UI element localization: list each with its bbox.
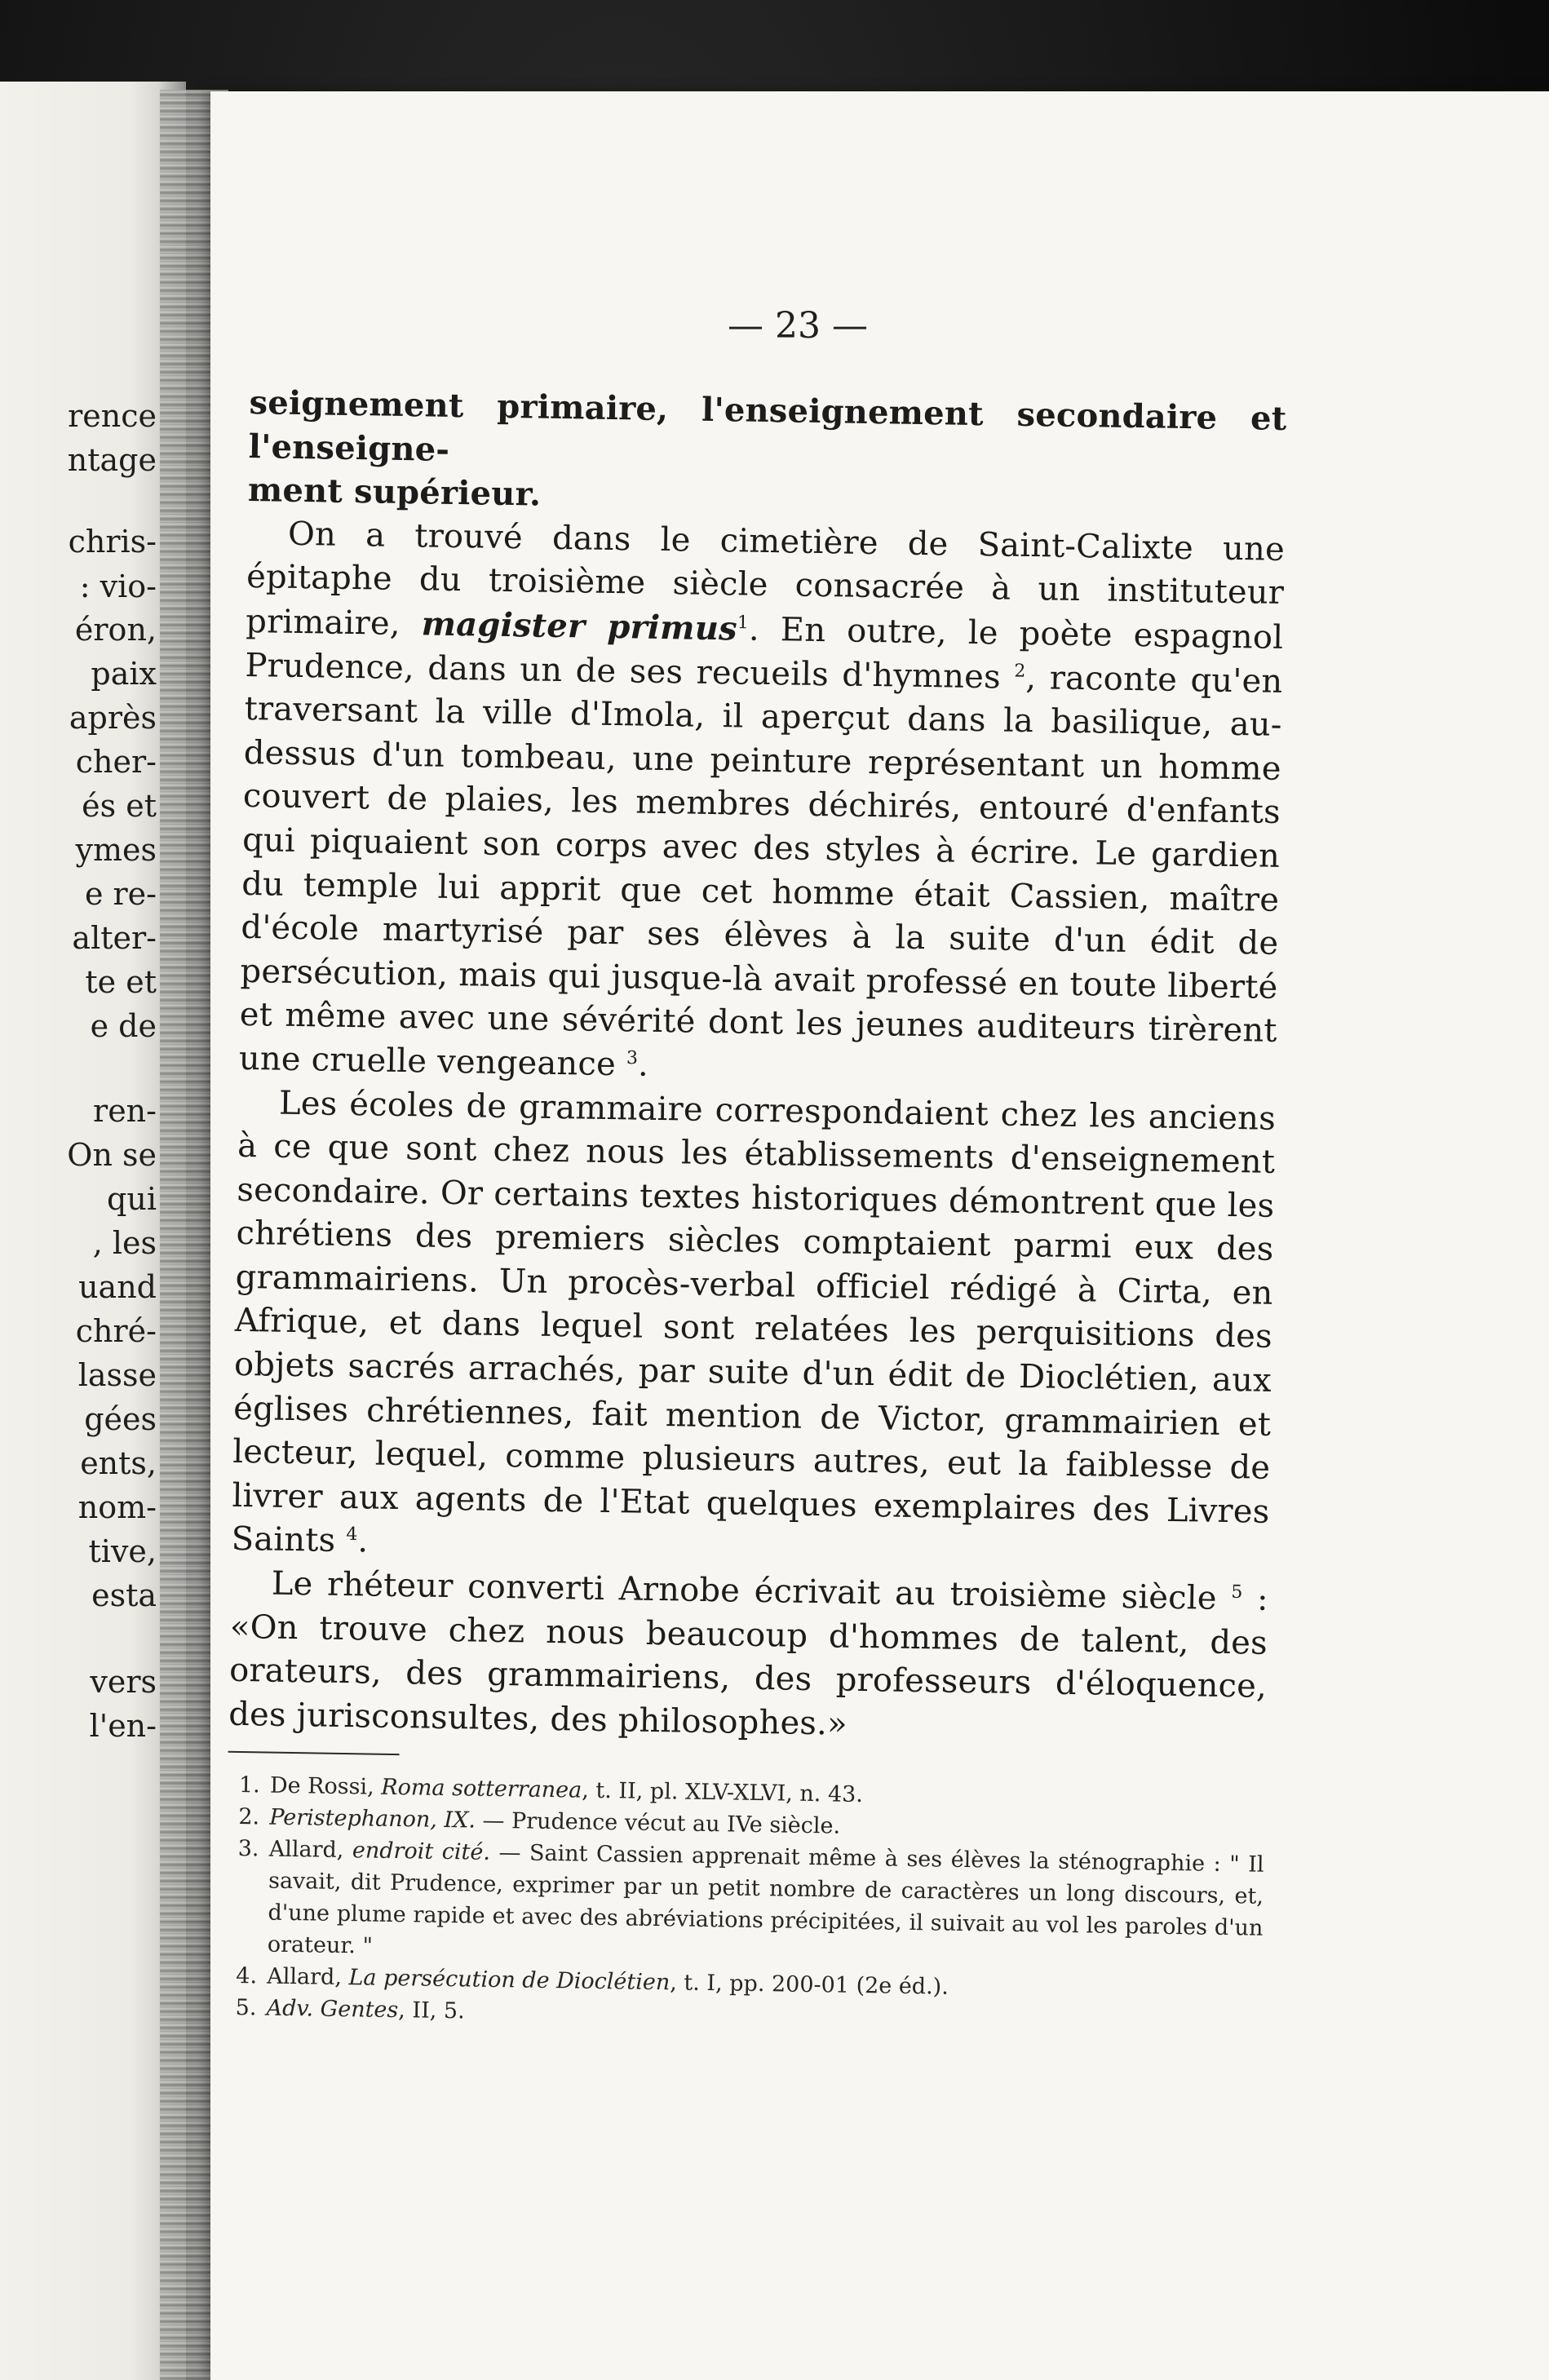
left-page-line: e de — [90, 1008, 157, 1044]
paragraph: Le rhéteur converti Arnobe écrivait au troisième siècle $^5$ : «On trouve chez nous beaucoup d'hommes de talent, des orateurs, des grammairiens, des professeurs d'éloquence, des jurisconsultes, des philosophes.» — [228, 1564, 1269, 1743]
left-page-line: , les — [92, 1225, 157, 1261]
left-facing-page — [0, 82, 186, 2380]
left-page-line: uand — [78, 1269, 157, 1305]
left-page-line: lasse — [77, 1357, 157, 1393]
left-page-line: esta — [91, 1577, 157, 1613]
left-page-line: cher- — [75, 744, 157, 780]
paragraph: On a trouvé dans le cimetière de Saint-Calixte une épitaphe du troisième siècle consacrée à un instituteur primaire, magister primus$^1$. En outre, le poète espagnol Prudence, dans un de ses recueils d'hymnes $^2$, raconte qu'en traversant la ville d'Imola, il aperçut dans la basilique, au-dessus d'un tombeau, une peinture représentant un homme couvert de plaies, les membres déchirés, entouré d'enfants qui piquaient son corps avec des styles à écrire. Le gardien du temple lui apprit que cet homme était Cassien, maître d'école martyrisé par ses élèves à la suite d'un édit de persécution, mais qui jusque-là avait professé en toute liberté et même avec une sévérité dont les jeunes auditeurs tirèrent une cruelle vengeance $^3$. — [238, 515, 1286, 1084]
left-page-line: vers — [90, 1664, 157, 1700]
left-page-line: après — [69, 700, 157, 736]
paragraph: Les écoles de grammaire correspondaient chez les anciens à ce que sont chez nous les établissements d'enseignement secondaire. Or certains textes historiques démontrent que les chrétiens des premiers siècles comptaient parmi eux des grammairiens. Un procès-verbal officiel rédigé à Cirta, en Afrique, et dans lequel sont relatées les perquisitions des objets sacrés arrachés, par suite d'un édit de Dioclétien, aux églises chrétiennes, fait mention de Victor, grammairien et lecteur, lequel, comme plusieurs autres, eut la faiblesse de livrer aux agents de l'Etat quelques exemplaires des Livres Saints $^4$. — [231, 1084, 1277, 1560]
left-page-line: te et — [85, 964, 157, 1000]
left-page-line: qui — [107, 1181, 157, 1217]
left-page-line: ymes — [75, 832, 157, 868]
left-page-line: éron, — [74, 612, 157, 648]
footnote: 3. Allard, endroit cité. — Saint Cassien apprenait même à ses élèves la sténographie : " Il savait, dit Prudence, exprimer par un petit nombre de caractères un long discours, et, d'une plume rapide et avec des abréviations précipitées, il suivait au vol les paroles d'un orateur. " — [237, 1836, 1264, 1960]
footnote-ref: 5 — [1231, 1582, 1243, 1604]
left-page-line: : vio- — [79, 568, 157, 604]
left-page-line: gées — [84, 1401, 157, 1437]
italic-term: magister primus — [421, 604, 738, 648]
left-page-line: nom- — [77, 1489, 157, 1525]
left-page-line: chré- — [75, 1313, 157, 1349]
left-page-line: On se — [67, 1137, 157, 1173]
left-page-line: tive, — [88, 1533, 157, 1569]
left-page-line: e re- — [84, 876, 157, 912]
footnote-separator — [228, 1751, 400, 1755]
page-body-text — [223, 381, 1286, 2040]
left-page-line: paix — [91, 656, 157, 692]
left-page-line: alter- — [72, 920, 157, 956]
left-page-line: rence — [68, 398, 157, 434]
footnote-ref: 4 — [346, 1524, 358, 1546]
left-page-line: ntage — [67, 442, 157, 478]
footnote: 2. Peristephanon, IX. — Prudence vécut au IVe siècle. — [238, 1804, 841, 1839]
footnote-ref: 2 — [1014, 661, 1026, 682]
left-page-line: l'en- — [89, 1708, 157, 1744]
right-page — [210, 91, 1549, 2380]
footnote: 5. Adv. Gentes, II, 5. — [235, 1995, 465, 2024]
footnote-ref: 3 — [626, 1047, 639, 1069]
paragraph-continuation: seignement primaire, l'enseignement secondaire et l'enseigne- ment supérieur. — [247, 383, 1287, 514]
left-page-line: ents, — [80, 1445, 157, 1481]
footnote-ref: 1 — [737, 613, 750, 634]
page-number: — 23 — — [728, 305, 868, 347]
footnote: 4. Allard, La persécution de Dioclétien, t. I, pp. 200-01 (2e éd.). — [236, 1963, 949, 2001]
left-page-line: ren- — [93, 1093, 157, 1129]
left-page-line: chris- — [68, 524, 157, 560]
footnote: 1. De Rossi, Roma sotterranea, t. II, pl. XLV-XLVI, n. 43. — [238, 1772, 864, 1808]
left-page-line: és et — [82, 788, 157, 824]
